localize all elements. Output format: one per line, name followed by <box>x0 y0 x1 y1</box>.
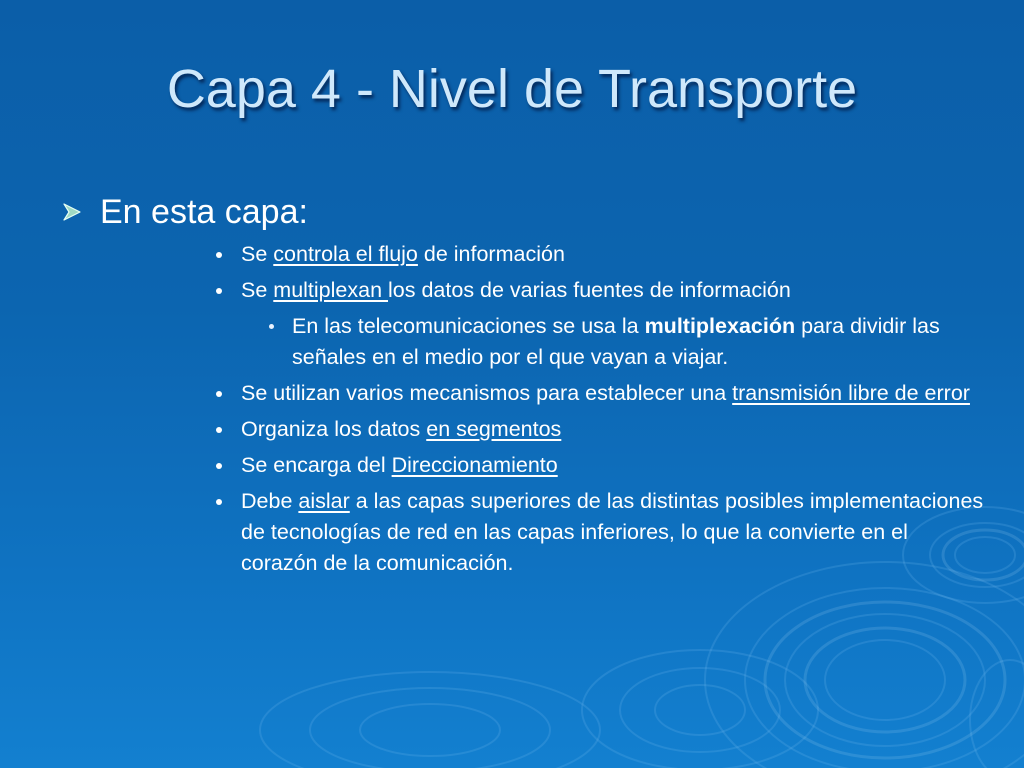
bullet-text: para dividir las señales en el medio por el que vayan a viajar. <box>292 314 940 369</box>
underlined-term: aislar <box>298 489 350 513</box>
level1-text: En esta capa: <box>100 193 308 231</box>
sub-bullet-item <box>214 311 984 373</box>
bullet-item <box>214 450 984 481</box>
bullet-text: los datos de varias fuentes de información <box>388 278 791 302</box>
underlined-term: multiplexan <box>273 278 389 302</box>
bullet-text: Se utilizan varios mecanismos para establecer una <box>241 381 733 405</box>
bullet-item <box>214 378 984 409</box>
bullet-item <box>214 486 984 579</box>
bullet-dot-icon <box>269 324 274 329</box>
underlined-term: en segmentos <box>426 417 562 441</box>
slide-title: Capa 4 - Nivel de Transporte <box>166 59 858 119</box>
chevron-right-arrow-icon <box>62 202 82 222</box>
bullet-item <box>214 275 984 306</box>
bullet-dot-icon <box>216 288 222 294</box>
bullet-text: Se <box>241 242 274 266</box>
underlined-term: transmisión libre de error <box>732 381 970 405</box>
bullet-text: Organiza los datos <box>241 417 427 441</box>
bold-term: multiplexación <box>644 314 796 338</box>
bullet-item <box>214 414 984 445</box>
underlined-term: Direccionamiento <box>391 453 558 477</box>
bullet-dot-icon <box>216 463 222 469</box>
bullet-text: de información <box>417 242 565 266</box>
bullet-dot-icon <box>216 499 222 505</box>
bullet-text: a las capas superiores de las distintas posibles implementaciones de tecnologías de red en las capas inferiores, lo que la convierte en el corazón de la comunicación. <box>241 489 984 575</box>
bullet-dot-icon <box>216 391 222 397</box>
bullet-item <box>214 239 984 270</box>
underlined-term: controla el flujo <box>273 242 418 266</box>
bullet-dot-icon <box>216 427 222 433</box>
bullet-text: En las telecomunicaciones se usa la <box>292 314 645 338</box>
bullet-text: Debe <box>241 489 299 513</box>
bullet-text: Se encarga del <box>241 453 392 477</box>
bullet-list <box>214 239 984 584</box>
bullet-text: Se <box>241 278 274 302</box>
level1-bullet <box>62 192 308 232</box>
bullet-dot-icon <box>216 252 222 258</box>
